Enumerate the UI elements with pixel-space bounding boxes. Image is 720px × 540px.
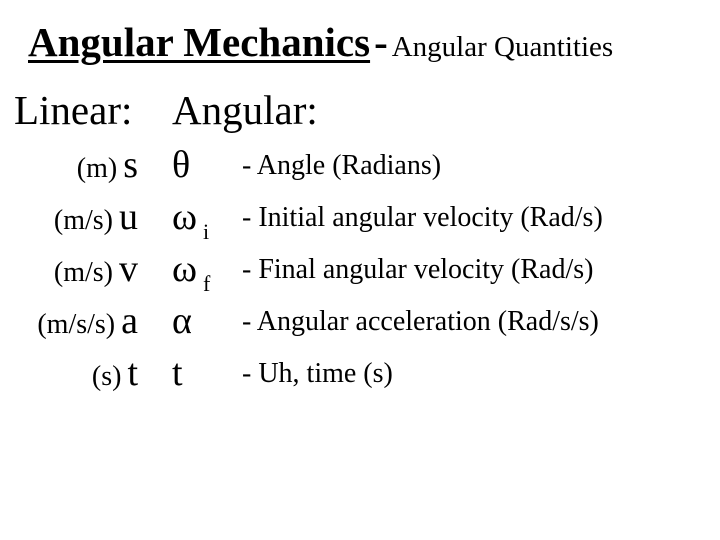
header-angular: Angular: <box>172 87 318 133</box>
linear-symbol: v <box>119 248 138 290</box>
angular-symbol: α <box>172 300 192 342</box>
quantity-row-initial-velocity <box>0 198 720 250</box>
angular-symbol: ω <box>172 196 198 238</box>
unit-label: (m/s) <box>53 205 113 236</box>
angular-subscript: i <box>203 219 210 244</box>
quantity-row-angle <box>0 146 720 198</box>
quantity-description: - Uh, time (s) <box>242 358 393 389</box>
linear-symbol: a <box>121 300 138 342</box>
linear-symbol: u <box>119 196 138 238</box>
quantity-description: - Initial angular velocity (Rad/s) <box>242 202 603 233</box>
unit-label: (m/s/s) <box>37 309 116 340</box>
quantity-description: - Final angular velocity (Rad/s) <box>242 254 594 285</box>
quantity-description: - Angle (Radians) <box>242 150 442 181</box>
title-dash: - <box>374 19 388 65</box>
header-linear: Linear: <box>14 87 133 133</box>
unit-label: (m/s) <box>53 257 113 288</box>
quantity-row-acceleration <box>0 302 720 354</box>
linear-symbol: s <box>123 144 138 186</box>
unit-label: (m) <box>76 153 118 184</box>
quantity-row-time <box>0 354 720 406</box>
title-main: Angular Mechanics <box>28 19 371 65</box>
angular-symbol: θ <box>172 144 191 186</box>
linear-symbol: t <box>127 352 138 394</box>
angular-symbol: ω <box>172 248 198 290</box>
slide-title <box>28 19 614 65</box>
quantity-row-final-velocity <box>0 250 720 302</box>
quantity-description: - Angular acceleration (Rad/s/s) <box>242 306 599 337</box>
angular-symbol: t <box>172 352 183 394</box>
unit-label: (s) <box>91 361 122 392</box>
title-subtitle: Angular Quantities <box>391 31 614 63</box>
angular-subscript: f <box>203 271 211 296</box>
